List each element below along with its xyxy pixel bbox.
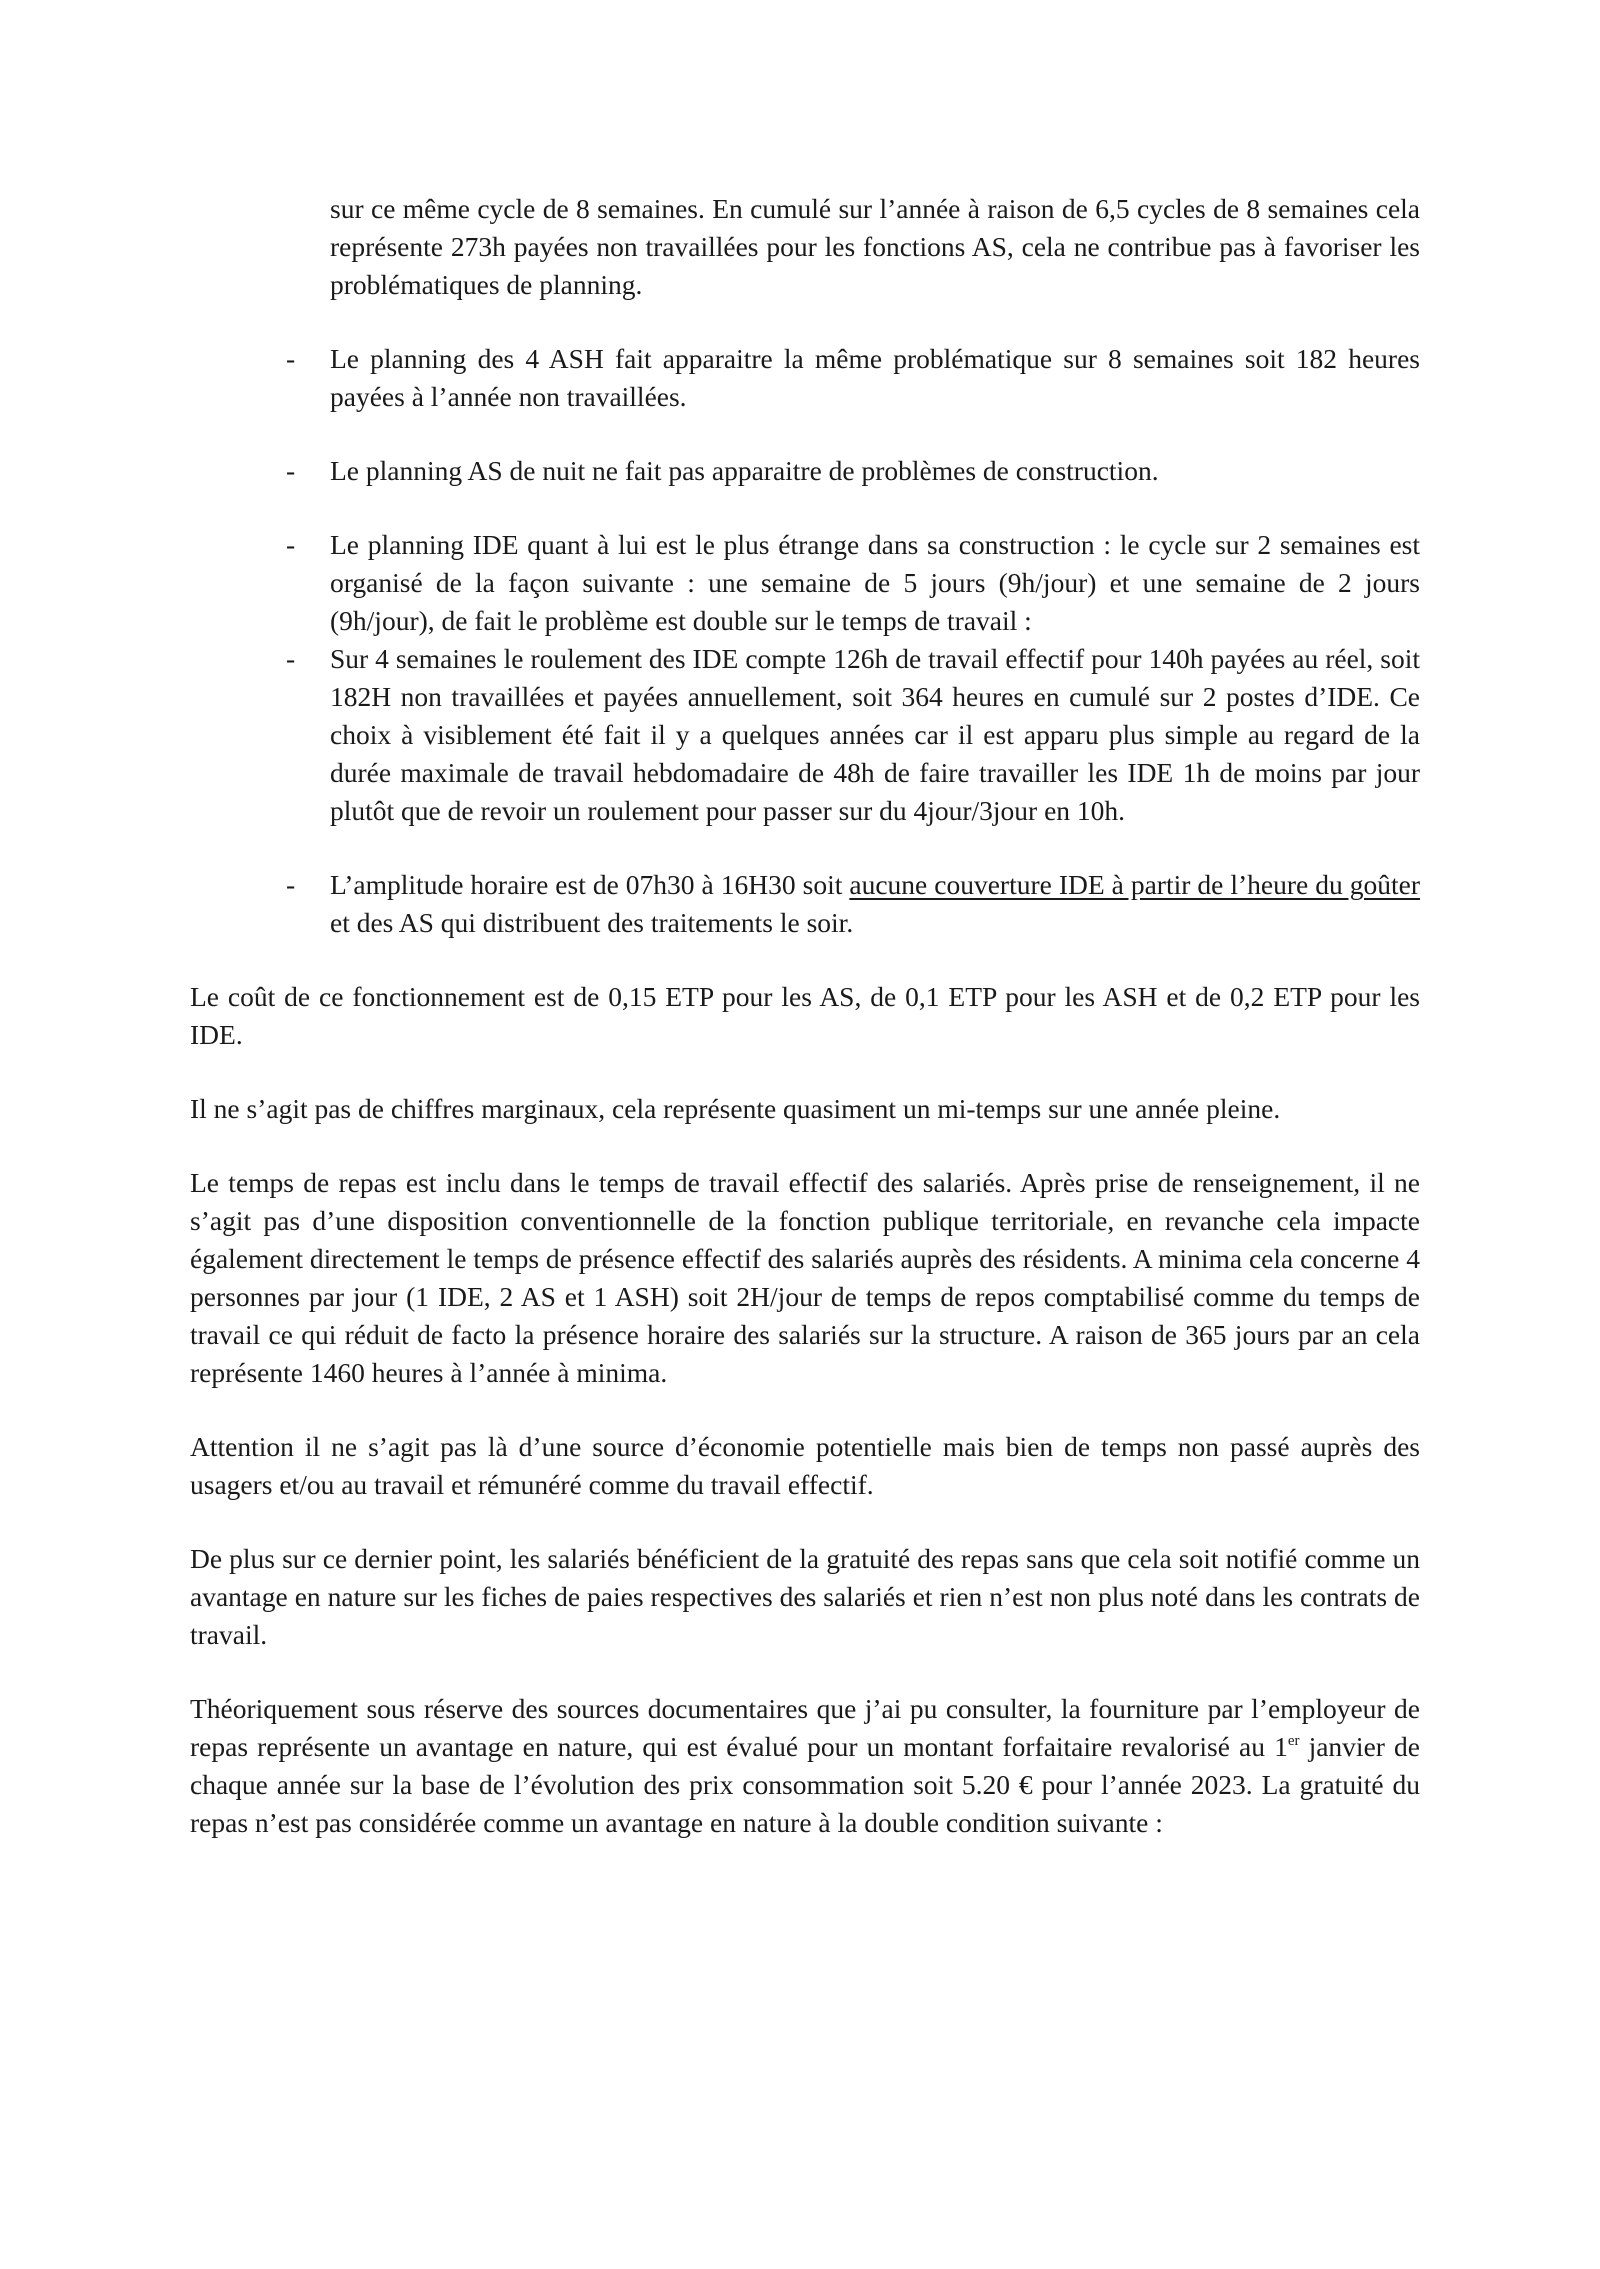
bullet-list [190, 340, 1420, 942]
bullet-text [330, 869, 1420, 938]
paragraph-free-meals: De plus sur ce dernier point, les salariés bénéficient de la gratuité des repas sans que cela soit notifié comme un avantage en nature sur les fiches de paies respectives des salariés et rien n’est non plus noté dans les contrats de travail. [190, 1543, 1420, 1650]
paragraph-theory [190, 1690, 1420, 1842]
paragraph-text: janvier de chaque année sur la base de l’évolution des prix consommation soit 5.20 € pour l’année 2023. La gratuité du repas n’est pas considérée comme un avantage en nature à la double condition suivante : [190, 1731, 1420, 1838]
superscript: er [1287, 1733, 1300, 1749]
bullet-text: Sur 4 semaines le roulement des IDE compte 126h de travail effectif pour 140h payées au réel, soit 182H non travaillées et payées annuellement, soit 364 heures en cumulé sur 2 postes d’IDE. Ce choix à visiblement été fait il y a quelques années car il est apparu plus simple au regard de la durée maximale de travail hebdomadaire de 48h de faire travailler les IDE 1h de moins par jour plutôt que de revoir un roulement pour passer sur du 4jour/3jour en 10h. [330, 643, 1420, 826]
underlined-text: aucune couverture IDE à partir de l’heure du goûter [849, 869, 1421, 900]
bullet-text: Le planning des 4 ASH fait apparaitre la même problématique sur 8 semaines soit 182 heures payées à l’année non travaillées. [330, 343, 1420, 412]
bullet-item [190, 526, 1420, 640]
bullet-dash: - [286, 455, 296, 486]
bullet-text-part: L’amplitude horaire est de 07h30 à 16H30 soit [330, 869, 850, 900]
bullet-text-part: et des AS qui distribuent des traitements le soir. [330, 907, 854, 938]
paragraph-text: Théoriquement sous réserve des sources documentaires que j’ai pu consulter, la fourniture par l’employeur de repas représente un avantage en nature, qui est évalué pour un montant forfaitaire revalorisé au 1 [190, 1693, 1420, 1762]
bullet-dash: - [286, 343, 296, 374]
continued-text: sur ce même cycle de 8 semaines. En cumulé sur l’année à raison de 6,5 cycles de 8 semaines cela représente 273h payées non travaillées pour les fonctions AS, cela ne contribue pas à favoriser les problématiques de planning. [330, 193, 1420, 300]
paragraph-attention: Attention il ne s’agit pas là d’une source d’économie potentielle mais bien de temps non passé auprès des usagers et/ou au travail et rémunéré comme du travail effectif. [190, 1431, 1420, 1500]
bullet-item [190, 866, 1420, 942]
bullet-dash: - [286, 529, 296, 560]
bullet-item [190, 640, 1420, 830]
paragraph-cost: Le coût de ce fonctionnement est de 0,15 ETP pour les AS, de 0,1 ETP pour les ASH et de 0,2 ETP pour les IDE. [190, 981, 1420, 1050]
bullet-text: Le planning IDE quant à lui est le plus étrange dans sa construction : le cycle sur 2 semaines est organisé de la façon suivante : une semaine de 5 jours (9h/jour) et une semaine de 2 jours (9h/jour), de fait le problème est double sur le temps de travail : [330, 529, 1420, 636]
paragraph-marginal: Il ne s’agit pas de chiffres marginaux, cela représente quasiment un mi-temps sur une année pleine. [190, 1093, 1281, 1124]
bullet-item [190, 340, 1420, 416]
bullet-item [190, 452, 1420, 490]
paragraph-meal-time: Le temps de repas est inclu dans le temps de travail effectif des salariés. Après prise de renseignement, il ne s’agit pas d’une disposition conventionnelle de la fonction publique territoriale, en revanche cela impacte également directement le temps de présence effectif des salariés auprès des résidents. A minima cela concerne 4 personnes par jour (1 IDE, 2 AS et 1 ASH) soit 2H/jour de temps de repos comptabilisé comme du temps de travail ce qui réduit de facto la présence horaire des salariés sur la structure. A raison de 365 jours par an cela représente 1460 heures à l’année à minima. [190, 1167, 1420, 1388]
bullet-text: Le planning AS de nuit ne fait pas apparaitre de problèmes de construction. [330, 455, 1159, 486]
document-body [190, 190, 1420, 1878]
continued-bullet-text [190, 190, 1420, 304]
bullet-dash: - [286, 869, 296, 900]
bullet-dash: - [286, 643, 296, 674]
